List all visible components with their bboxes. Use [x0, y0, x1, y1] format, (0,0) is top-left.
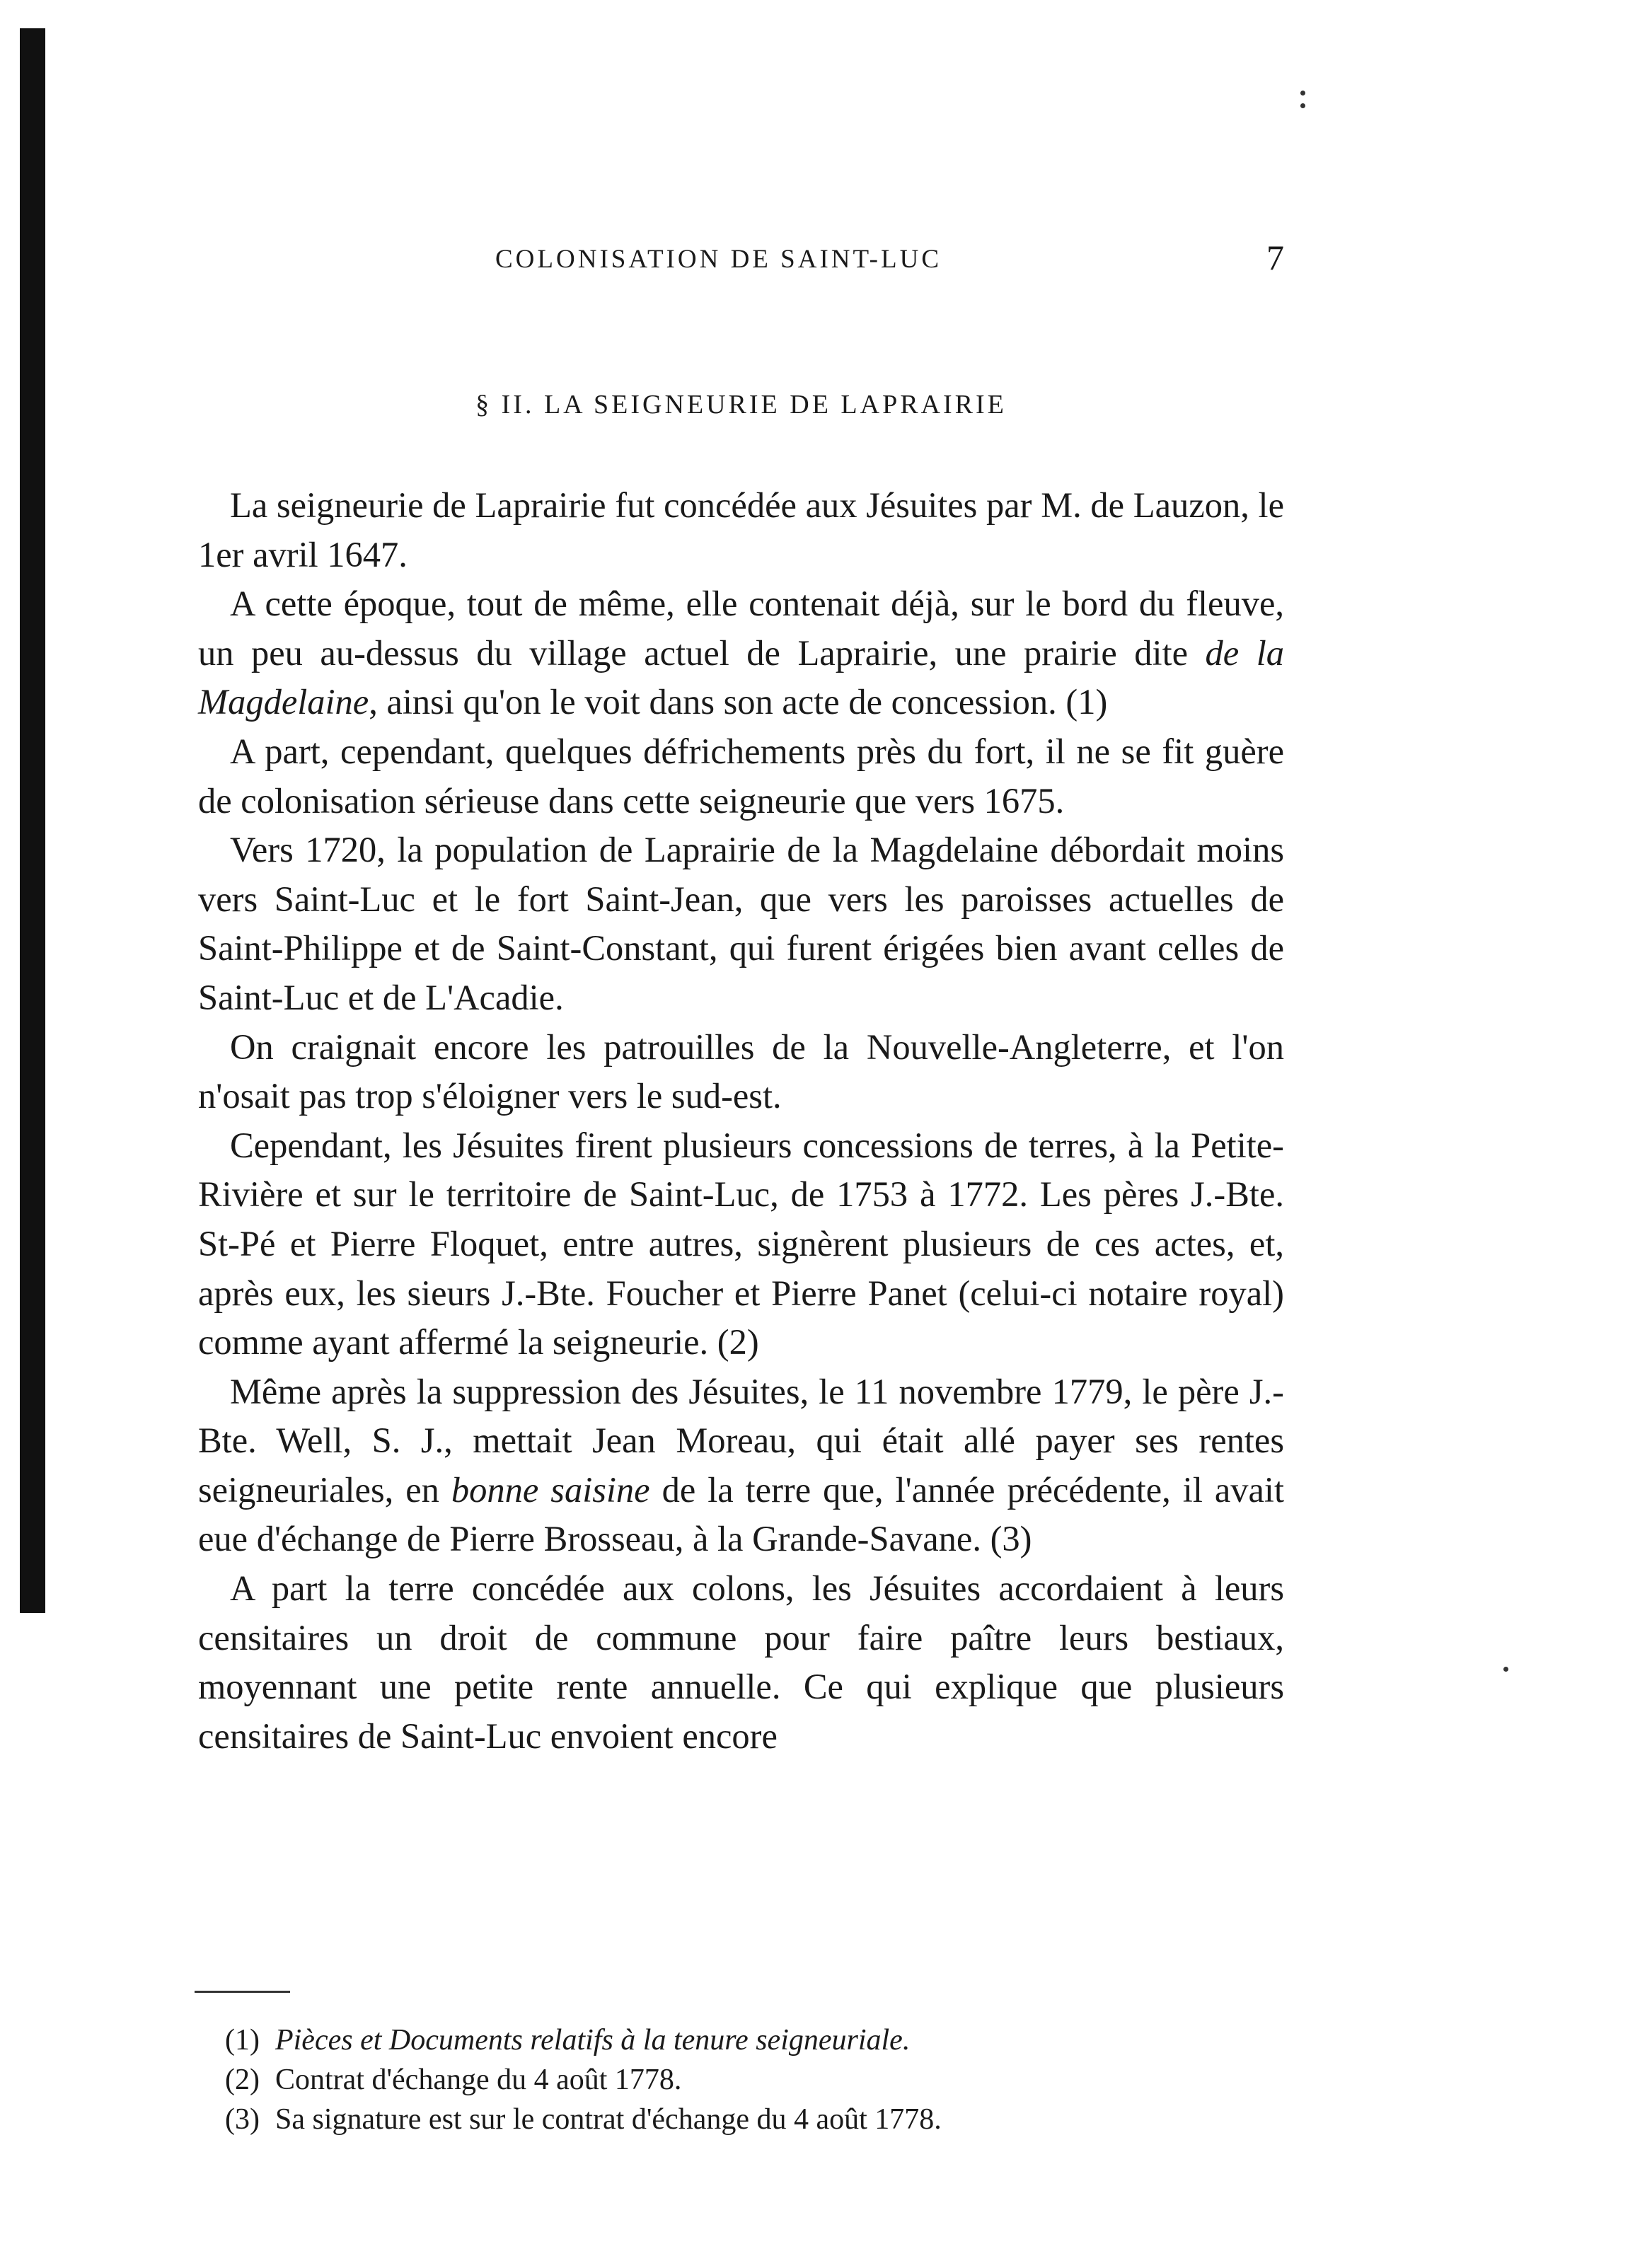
footnote — [225, 2060, 1286, 2100]
paragraph — [198, 1564, 1284, 1761]
paragraph-text: La seigneurie de Laprairie fut concédée aux Jésuites par M. de Lauzon, le 1er avril 1647. — [198, 485, 1284, 574]
paragraph — [198, 1023, 1284, 1121]
footnote-marker: (2) — [225, 2064, 260, 2096]
footnotes — [225, 2020, 1286, 2139]
paragraph — [198, 1367, 1284, 1564]
paragraph-text: Vers 1720, la population de Laprairie de la Magdelaine débordait moins vers Saint-Luc et le fort Saint-Jean, que vers les paroisses actuelles de Saint-Philippe et de Saint-Constant, qui furent érigées bien avant celles de Saint-Luc et de L'Acadie. — [198, 830, 1284, 1017]
running-title: COLONISATION DE SAINT-LUC — [495, 245, 942, 274]
paragraph-text: , ainsi qu'on le voit dans son acte de concession. (1) — [369, 682, 1108, 722]
paragraph — [198, 579, 1284, 727]
paragraph-text: A cette époque, tout de même, elle contenait déjà, sur le bord du fleuve, un peu au-dessus du village actuel de Laprairie, une prairie dite — [198, 584, 1284, 673]
paragraph — [198, 826, 1284, 1022]
footnote-text: Sa signature est sur le contrat d'échange du 4 août 1778. — [275, 2103, 942, 2136]
footnote-marker: (1) — [225, 2024, 260, 2057]
italic-text: de la Magdelaine — [198, 632, 1284, 722]
page-number: 7 — [1266, 238, 1284, 277]
footnote — [225, 2100, 1286, 2139]
scan-binding-edge — [20, 28, 45, 1613]
paragraph-text: Même après la suppression des Jésuites, le 11 novembre 1779, le père J.-Bte. Well, S. J., mettait Jean Moreau, qui était allé payer ses rentes seigneuriales, en — [198, 1371, 1284, 1510]
section-heading: § II. LA SEIGNEURIE DE LAPRAIRIE — [475, 390, 1007, 420]
scan-speck — [1300, 103, 1305, 108]
paragraph — [198, 481, 1284, 579]
paragraph-text: On craignait encore les patrouilles de la Nouvelle-Angleterre, et l'on n'osait pas trop s'éloigner vers le sud-est. — [198, 1026, 1284, 1116]
paragraph — [198, 727, 1284, 826]
scan-speck — [1503, 1667, 1508, 1672]
body-text — [198, 481, 1284, 1761]
footnote-marker: (3) — [225, 2103, 260, 2136]
paragraph-text: A part, cependant, quelques défrichements près du fort, il ne se fit guère de colonisation sérieuse dans cette seigneurie que vers 1675. — [198, 731, 1284, 821]
running-head — [198, 238, 1284, 287]
scan-speck — [1300, 91, 1305, 96]
footnote-rule — [195, 1991, 290, 1993]
paragraph-text: de la terre que, l'année précédente, il avait eue d'échange de Pierre Brosseau, à la Grande-Savane. (3) — [198, 1469, 1284, 1559]
paragraph-text: A part la terre concédée aux colons, les Jésuites accordaient à leurs censitaires un droit de commune pour faire paître leurs bestiaux, moyennant une petite rente annuelle. Ce qui explique que plusieurs censitaires de Saint-Luc envoient encore — [198, 1568, 1284, 1756]
footnote — [225, 2020, 1286, 2060]
italic-text: bonne saisine — [451, 1469, 650, 1510]
footnote-text: Pièces et Documents relatifs à la tenure seigneuriale. — [275, 2024, 911, 2057]
footnote-text: Contrat d'échange du 4 août 1778. — [275, 2064, 682, 2096]
paragraph-text: Cependant, les Jésuites firent plusieurs concessions de terres, à la Petite-Rivière et sur le territoire de Saint-Luc, de 1753 à 1772. Les pères J.-Bte. St-Pé et Pierre Floquet, entre autres, signèrent plusieurs de ces actes, et, après eux, les sieurs J.-Bte. Foucher et Pierre Panet (celui-ci notaire royal) comme ayant affermé la seigneurie. (2) — [198, 1125, 1284, 1363]
paragraph — [198, 1121, 1284, 1367]
